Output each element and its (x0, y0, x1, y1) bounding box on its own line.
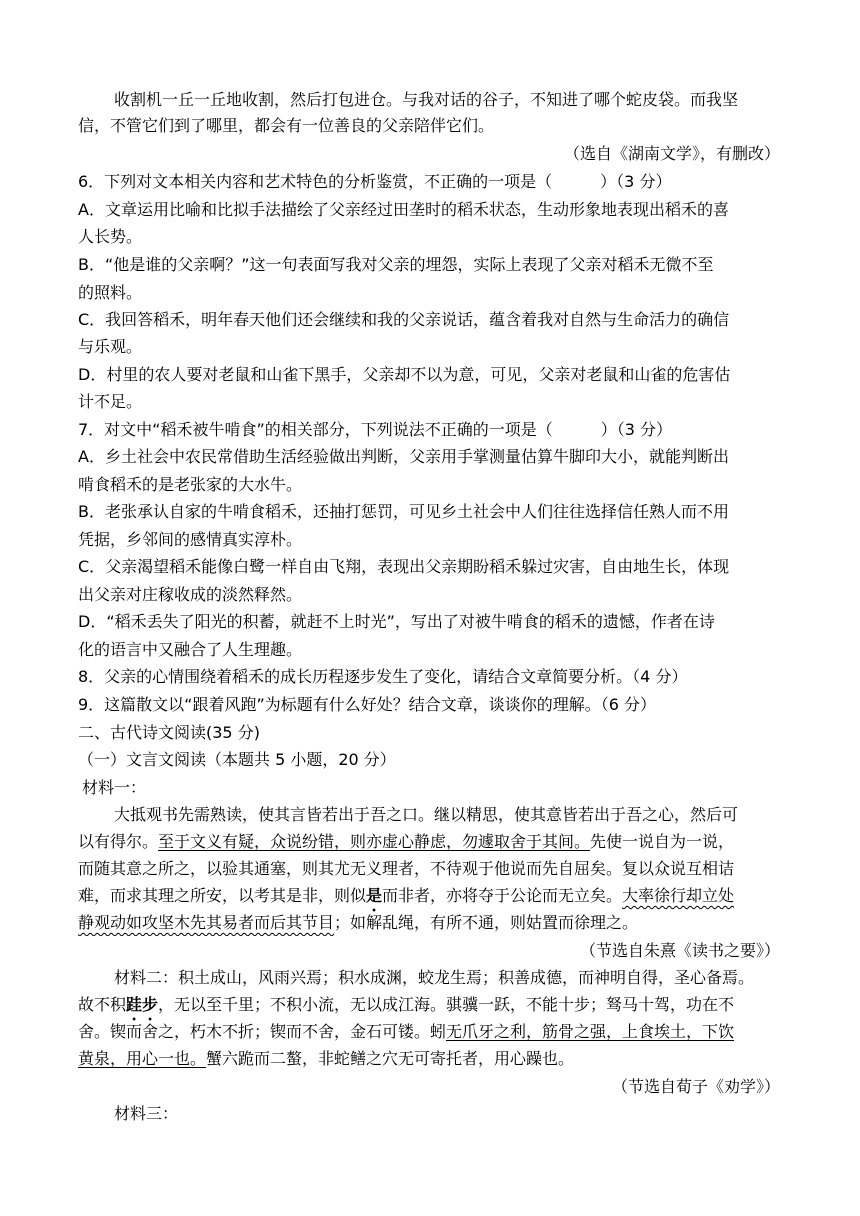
passage-source: （选自《湖南文学》，有删改） (563, 144, 780, 163)
question-7-option-a: A．乡土社会中农民常借助生活经验做出判断，父亲用手掌测量估算牛脚印大小，就能判断出 (78, 447, 729, 466)
question-7-option-a-cont: 啃食稻禾的是老张家的大水牛。 (78, 475, 303, 494)
question-7-option-d-cont: 化的语言中又融合了人生理趣。 (78, 640, 303, 659)
underlined-sentence: 无爪牙之利，筋骨之强，上食埃土，下饮 (446, 1022, 735, 1041)
material-1-text: 以有得尔。 (78, 832, 159, 851)
question-6-stem: 6．下列对文本相关内容和艺术特色的分析鉴赏，不正确的一项是（ ）（3 分） (78, 172, 672, 191)
material-1-text: 难，而求其理之所安，以考其是非，则似 (78, 886, 367, 905)
material-2-line: 材料二：积土成山，风雨兴焉；积水成渊，蛟龙生焉；积善成德，而神明自得，圣心备焉。 (114, 968, 755, 987)
question-6-option-b-cont: 的照料。 (78, 283, 143, 302)
section-heading: 二、古代诗文阅读(35 分) (78, 723, 260, 742)
question-6-option-a-cont: 人长势。 (78, 227, 143, 246)
question-8: 8．父亲的心情围绕着稻禾的成长历程逐步发生了变化，请结合文章简要分析。（4 分） (78, 667, 688, 686)
emphasized-char: 是 (366, 886, 383, 905)
material-1-text: 先使一说自为一说， (590, 832, 735, 851)
passage-line: 信，不管它们到了哪里，都会有一位善良的父亲陪伴它们。 (78, 116, 495, 135)
material-1-label: 材料一： (82, 778, 147, 797)
material-1-line (78, 910, 790, 936)
material-2-text: 蟹六跪而二螯，非蛇鳝之穴无可寄托者，用心躁也。 (206, 1049, 575, 1068)
question-6-option-b: B．“他是谁的父亲啊？”这一句表面写我对父亲的埋怨，实际上表现了父亲对稻禾无微不至 (78, 255, 714, 274)
question-9: 9．这篇散文以“跟着风跑”为标题有什么好处？结合文章，谈谈你的理解。（6 分） (78, 695, 657, 714)
question-6-option-d-cont: 计不足。 (78, 392, 143, 411)
material-2-source: （节选自荀子《劝学》） (611, 1077, 780, 1096)
question-6-option-c: C．我回答稻禾，明年春天他们还会继续和我的父亲说话，蕴含着我对自然与生命活力的确信 (78, 310, 730, 329)
material-3-label: 材料三： (114, 1104, 179, 1123)
material-2-text: 故不积 (78, 995, 127, 1014)
material-2-line (78, 1019, 790, 1045)
question-6-option-c-cont: 与乐观。 (78, 337, 143, 356)
material-2-text: 舍。锲而舍之，朽木不折；锲而不舍，金石可镂。蚓 (78, 1022, 447, 1041)
question-7-option-d: D．“稻禾丢失了阳光的积蓄，就赶不上时光”，写出了对被牛啃食的稻禾的遗憾，作者在诗 (78, 612, 715, 631)
material-1-line (78, 829, 790, 855)
underlined-sentence: 黄泉，用心一也。 (78, 1049, 207, 1068)
question-7-option-b-cont: 凭据，乡邻间的感情真实淳朴。 (78, 530, 303, 549)
emphasized-word: 跬步 (126, 995, 159, 1014)
underlined-sentence: 至于文义有疑，众说纷错，则亦虚心静虑，勿遽取舍于其间。 (158, 832, 591, 851)
material-1-source: （节选自朱熹《读书之要》） (579, 941, 780, 960)
question-7-option-c-cont: 出父亲对庄稼收成的淡然释然。 (78, 585, 303, 604)
passage-line: 收割机一丘一丘地收割，然后打包进仓。与我对话的谷子，不知进了哪个蛇皮袋。而我坚 (114, 90, 739, 109)
question-6-option-d: D．村里的农人要对老鼠和山雀下黑手，父亲却不以为意，可见，父亲对老鼠和山雀的危害估 (78, 365, 731, 384)
material-1-line: 大抵观书先需熟读，使其言皆若出于吾之口。继以精思，使其意皆若出于吾之心，然后可 (114, 805, 739, 824)
material-2-line (78, 1046, 790, 1072)
material-1-line: 而随其意之所之，以验其通塞，则其尤无义理者，不待观于他说而先自屈矣。复以众说互相诘 (78, 859, 735, 878)
material-2-text: ，无以至千里；不积小流，无以成江海。骐骥一跃，不能十步；驽马十驾，功在不 (158, 995, 735, 1014)
wavy-underlined-sentence: 大率徐行却立处 (622, 886, 735, 905)
subsection-heading: （一）文言文阅读（本题共 5 小题，20 分） (78, 750, 396, 769)
wavy-underlined-sentence: 静观动如攻坚木先其易者而后其节目 (78, 913, 335, 932)
question-7-option-b: B．老张承认自家的牛啃食稻禾，还抽打惩罚，可见乡土社会中人们往往选择信任熟人而不用 (78, 502, 729, 521)
material-1-text: 而非者，亦将夺于公论而无立矣。 (382, 886, 623, 905)
question-6-option-a: A．文章运用比喻和比拟手法描绘了父亲经过田垄时的稻禾状态，生动形象地表现出稻禾的喜 (78, 200, 729, 219)
question-7-option-c: C．父亲渴望稻禾能像白鹭一样自由飞翔，表现出父亲期盼稻禾躲过灾害，自由地生长，体现 (78, 557, 730, 576)
question-7-stem: 7．对文中“稻禾被牛啃食”的相关部分，下列说法不正确的一项是（ ）（3 分） (78, 420, 673, 439)
material-1-text: ；如解乱绳，有所不通，则姑置而徐理之。 (334, 913, 639, 932)
